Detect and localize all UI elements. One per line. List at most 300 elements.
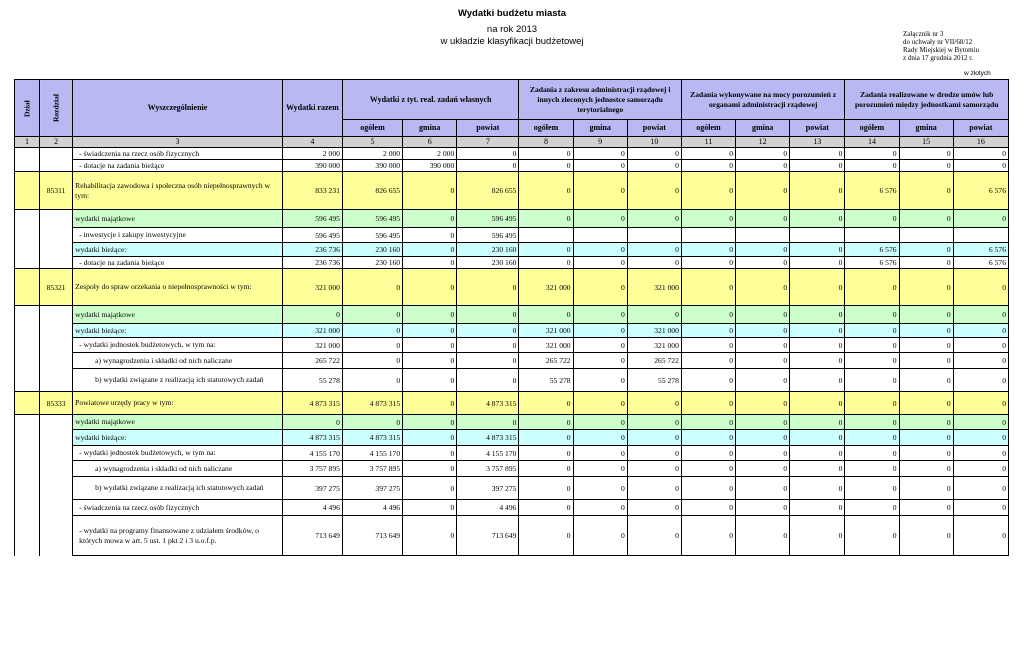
value-cell: 713 649 [457,516,519,556]
value-cell [681,228,735,243]
row-description: wydatki majątkowe [73,415,283,430]
header-powiat: powiat [457,120,519,137]
value-cell: 4 496 [342,500,402,516]
value-cell: 0 [736,148,790,160]
value-cell: 236 736 [282,243,342,257]
value-cell: 0 [457,415,519,430]
value-cell [899,228,953,243]
value-cell: 0 [899,210,953,228]
column-number: 10 [627,137,681,148]
value-cell: 0 [790,324,845,338]
header-commissioned-tasks: Zadania z zakresu administracji rządowej i innych zleconych jednostce samorządu terytorialnego [519,80,681,120]
dzial-cell [15,477,40,500]
value-cell: 596 495 [282,210,342,228]
value-cell: 0 [342,415,402,430]
value-cell: 0 [845,269,899,306]
value-cell: 0 [953,392,1008,415]
header-gmina: gmina [403,120,457,137]
value-cell: 0 [736,392,790,415]
value-cell: 55 278 [282,369,342,392]
value-cell: 0 [573,160,627,172]
rozdzial-code [40,477,73,500]
table-row [15,516,1009,556]
dzial-cell [15,338,40,353]
dzial-cell [15,228,40,243]
value-cell: 236 736 [282,257,342,269]
value-cell: 0 [627,243,681,257]
column-number: 13 [790,137,845,148]
value-cell: 0 [573,148,627,160]
value-cell: 0 [953,324,1008,338]
value-cell: 0 [519,243,573,257]
value-cell: 6 576 [953,257,1008,269]
value-cell: 0 [736,324,790,338]
header-gmina: gmina [573,120,627,137]
value-cell: 0 [736,415,790,430]
rozdzial-code [40,324,73,338]
value-cell: 321 000 [282,338,342,353]
value-cell: 0 [845,324,899,338]
value-cell: 0 [681,172,735,210]
value-cell: 0 [790,210,845,228]
value-cell: 0 [681,430,735,446]
value-cell: 0 [403,461,457,477]
value-cell: 321 000 [627,269,681,306]
column-number: 3 [73,137,283,148]
value-cell: 397 275 [282,477,342,500]
rozdzial-code [40,243,73,257]
rozdzial-code [40,338,73,353]
value-cell: 390 000 [403,160,457,172]
value-cell: 0 [899,243,953,257]
value-cell: 0 [790,306,845,324]
column-number: 6 [403,137,457,148]
value-cell: 0 [627,516,681,556]
value-cell: 390 000 [342,160,402,172]
rozdzial-code [40,430,73,446]
table-row [15,338,1009,353]
value-cell: 0 [403,243,457,257]
value-cell: 0 [736,446,790,461]
row-description: b) wydatki związane z realizacją ich statutowych zadań [73,369,283,392]
value-cell: 397 275 [342,477,402,500]
row-description: Rehabilitacja zawodowa i społeczna osób niepełnosprawnych w tym: [73,172,283,210]
table-row [15,446,1009,461]
value-cell: 0 [736,516,790,556]
value-cell: 0 [519,172,573,210]
value-cell: 596 495 [342,228,402,243]
value-cell: 0 [403,392,457,415]
table-row [15,243,1009,257]
value-cell: 2 000 [403,148,457,160]
value-cell: 0 [457,160,519,172]
value-cell: 6 576 [845,172,899,210]
value-cell: 0 [790,430,845,446]
row-description: - wydatki jednostek budżetowych, w tym na: [73,338,283,353]
value-cell: 0 [519,148,573,160]
value-cell: 230 160 [457,243,519,257]
value-cell: 265 722 [627,353,681,369]
value-cell: 0 [627,210,681,228]
value-cell: 0 [519,500,573,516]
value-cell: 0 [519,477,573,500]
table-row [15,430,1009,446]
dzial-cell [15,461,40,477]
value-cell [627,228,681,243]
value-cell: 321 000 [519,338,573,353]
value-cell: 0 [953,210,1008,228]
value-cell: 0 [953,338,1008,353]
column-number: 11 [681,137,735,148]
value-cell: 0 [403,338,457,353]
value-cell: 0 [845,160,899,172]
value-cell: 0 [845,516,899,556]
value-cell: 0 [736,461,790,477]
value-cell: 0 [403,415,457,430]
dzial-cell [15,306,40,324]
value-cell: 0 [681,269,735,306]
value-cell: 0 [845,210,899,228]
value-cell: 0 [681,415,735,430]
value-cell: 4 873 315 [282,430,342,446]
column-number: 5 [342,137,402,148]
value-cell: 397 275 [457,477,519,500]
value-cell: 0 [457,338,519,353]
value-cell: 4 155 170 [282,446,342,461]
column-number: 14 [845,137,899,148]
table-row [15,500,1009,516]
value-cell: 0 [681,369,735,392]
rozdzial-code [40,415,73,430]
table-row [15,461,1009,477]
value-cell: 0 [573,210,627,228]
value-cell: 0 [790,369,845,392]
value-cell: 0 [736,243,790,257]
value-cell: 0 [627,160,681,172]
value-cell: 0 [953,446,1008,461]
value-cell: 3 757 895 [282,461,342,477]
dzial-cell [15,243,40,257]
row-description: wydatki bieżące: [73,243,283,257]
value-cell: 0 [403,446,457,461]
value-cell: 0 [845,148,899,160]
header-contract-tasks: Zadania realizowane w drodze umów lub porozumień między jednostkami samorządu [845,80,1009,120]
value-cell: 0 [790,172,845,210]
document-subtitle-year: na rok 2013 [486,24,538,35]
value-cell: 0 [457,369,519,392]
row-description: - wydatki na programy finansowane z udziałem środków, o których mowa w art. 5 ust. 1 pkt 2 i 3 u.o.f.p. [73,516,283,556]
table-row [15,160,1009,172]
dzial-cell [15,160,40,172]
dzial-cell [15,353,40,369]
value-cell: 0 [845,477,899,500]
value-cell: 0 [573,257,627,269]
value-cell: 0 [457,269,519,306]
value-cell [573,228,627,243]
value-cell: 4 496 [457,500,519,516]
rozdzial-code [40,500,73,516]
row-description: Zespoły do spraw orzekania o niepełnosprawności w tym: [73,269,283,306]
annex-line: Załącznik nr 3 [903,30,944,38]
value-cell: 0 [736,353,790,369]
value-cell: 0 [627,446,681,461]
row-description: wydatki majątkowe [73,210,283,228]
value-cell: 0 [681,148,735,160]
row-description: - inwestycje i zakupy inwestycyjne [73,228,283,243]
value-cell: 0 [953,477,1008,500]
value-cell: 321 000 [627,338,681,353]
value-cell: 4 155 170 [457,446,519,461]
value-cell: 0 [342,269,402,306]
value-cell: 0 [845,392,899,415]
value-cell: 826 655 [342,172,402,210]
value-cell: 0 [573,172,627,210]
row-description: - dotacje na zadania bieżące [73,160,283,172]
value-cell: 0 [953,369,1008,392]
rozdzial-code [40,516,73,556]
rozdzial-code [40,257,73,269]
value-cell: 4 155 170 [342,446,402,461]
header-rozdzial: Rozdział [40,80,73,137]
header-total: Wydatki razem [282,80,342,137]
value-cell: 0 [573,306,627,324]
value-cell: 0 [573,446,627,461]
value-cell: 0 [342,324,402,338]
header-gmina: gmina [736,120,790,137]
value-cell: 4 873 315 [342,430,402,446]
value-cell: 0 [403,500,457,516]
value-cell: 596 495 [342,210,402,228]
value-cell: 0 [899,392,953,415]
value-cell: 0 [681,306,735,324]
column-number: 2 [40,137,73,148]
dzial-cell [15,148,40,160]
table-row [15,353,1009,369]
value-cell: 0 [845,353,899,369]
value-cell: 0 [790,353,845,369]
value-cell: 0 [790,148,845,160]
value-cell: 0 [573,430,627,446]
value-cell: 0 [681,243,735,257]
value-cell: 321 000 [519,269,573,306]
column-number: 1 [15,137,40,148]
value-cell: 0 [573,477,627,500]
value-cell: 0 [403,477,457,500]
value-cell: 0 [953,430,1008,446]
value-cell: 0 [681,461,735,477]
value-cell [845,228,899,243]
value-cell: 0 [681,257,735,269]
dzial-cell [15,269,40,306]
value-cell: 0 [845,415,899,430]
table-row [15,228,1009,243]
value-cell: 0 [953,148,1008,160]
value-cell: 0 [736,257,790,269]
rozdzial-code [40,210,73,228]
value-cell: 0 [790,338,845,353]
value-cell: 55 278 [519,369,573,392]
header-powiat: powiat [953,120,1008,137]
header-dzial: Dział [15,80,40,137]
value-cell: 0 [899,172,953,210]
row-description: - dotacje na zadania bieżące [73,257,283,269]
value-cell: 0 [736,500,790,516]
value-cell: 265 722 [282,353,342,369]
value-cell: 321 000 [282,324,342,338]
annex-note [903,30,979,62]
table-row [15,306,1009,324]
value-cell: 0 [627,415,681,430]
row-description: wydatki bieżące: [73,324,283,338]
value-cell: 0 [899,257,953,269]
rozdzial-code [40,228,73,243]
value-cell: 0 [736,210,790,228]
value-cell: 0 [681,446,735,461]
table-row [15,477,1009,500]
value-cell: 0 [790,257,845,269]
table-row [15,148,1009,160]
value-cell: 0 [457,306,519,324]
value-cell: 0 [736,369,790,392]
value-cell: 0 [953,269,1008,306]
value-cell: 0 [403,306,457,324]
dzial-cell [15,172,40,210]
value-cell: 0 [519,516,573,556]
row-description: a) wynagrodzenia i składki od nich naliczane [73,461,283,477]
value-cell: 0 [627,148,681,160]
value-cell: 0 [573,338,627,353]
value-cell: 6 576 [953,172,1008,210]
dzial-cell [15,415,40,430]
value-cell: 0 [403,353,457,369]
value-cell: 0 [282,415,342,430]
value-cell [790,228,845,243]
value-cell: 0 [845,446,899,461]
value-cell: 0 [573,369,627,392]
dzial-cell [15,257,40,269]
value-cell: 6 576 [953,243,1008,257]
value-cell: 0 [736,160,790,172]
value-cell: 0 [342,369,402,392]
value-cell: 4 873 315 [282,392,342,415]
row-description: a) wynagrodzenia i składki od nich naliczane [73,353,283,369]
value-cell: 0 [845,369,899,392]
value-cell: 0 [342,353,402,369]
value-cell: 0 [845,306,899,324]
value-cell: 0 [790,269,845,306]
value-cell: 0 [790,500,845,516]
value-cell: 4 873 315 [457,430,519,446]
row-description: - wydatki jednostek budżetowych, w tym na: [73,446,283,461]
table-row [15,324,1009,338]
value-cell: 0 [627,257,681,269]
value-cell: 0 [573,324,627,338]
value-cell [953,228,1008,243]
value-cell: 0 [573,392,627,415]
value-cell: 0 [403,369,457,392]
table-row [15,369,1009,392]
value-cell: 0 [899,516,953,556]
value-cell: 713 649 [282,516,342,556]
header-ogolem: ogółem [342,120,402,137]
value-cell: 0 [899,160,953,172]
header-powiat: powiat [627,120,681,137]
row-description: wydatki bieżące: [73,430,283,446]
value-cell: 0 [342,338,402,353]
value-cell: 0 [681,500,735,516]
column-number: 15 [899,137,953,148]
table-row [15,257,1009,269]
value-cell: 0 [457,353,519,369]
value-cell: 0 [403,257,457,269]
value-cell: 0 [899,369,953,392]
value-cell: 0 [899,461,953,477]
column-number: 8 [519,137,573,148]
rozdzial-code [40,369,73,392]
value-cell: 0 [627,172,681,210]
header-own-tasks: Wydatki z tyt. real. zadań własnych [342,80,519,120]
value-cell [519,228,573,243]
value-cell: 0 [627,477,681,500]
value-cell: 321 000 [627,324,681,338]
dzial-cell [15,324,40,338]
value-cell: 0 [403,210,457,228]
value-cell: 0 [736,338,790,353]
value-cell: 0 [627,461,681,477]
value-cell: 0 [403,324,457,338]
table-row [15,269,1009,306]
value-cell: 0 [790,243,845,257]
value-cell: 596 495 [457,228,519,243]
value-cell: 596 495 [457,210,519,228]
value-cell: 0 [573,500,627,516]
value-cell: 0 [519,461,573,477]
value-cell: 4 873 315 [342,392,402,415]
value-cell: 0 [681,477,735,500]
rozdzial-code: 85321 [40,269,73,306]
value-cell: 0 [681,324,735,338]
value-cell: 0 [736,477,790,500]
value-cell: 321 000 [519,324,573,338]
row-description: wydatki majątkowe [73,306,283,324]
document-title: Wydatki budżetu miasta [457,8,567,19]
value-cell: 0 [845,430,899,446]
value-cell: 0 [519,210,573,228]
value-cell: 4 496 [282,500,342,516]
value-cell: 0 [790,446,845,461]
value-cell: 0 [736,269,790,306]
value-cell: 0 [845,338,899,353]
value-cell: 0 [899,430,953,446]
value-cell: 0 [681,516,735,556]
value-cell: 0 [627,430,681,446]
row-description: - świadczenia na rzecz osób fizycznych [73,500,283,516]
dzial-cell [15,369,40,392]
value-cell: 0 [736,306,790,324]
value-cell: 230 160 [457,257,519,269]
value-cell: 0 [342,306,402,324]
value-cell: 0 [790,160,845,172]
value-cell: 0 [627,500,681,516]
table-row [15,392,1009,415]
value-cell: 0 [681,210,735,228]
column-number: 12 [736,137,790,148]
value-cell: 0 [790,477,845,500]
value-cell: 2 000 [282,148,342,160]
value-cell: 0 [403,172,457,210]
value-cell: 0 [519,306,573,324]
value-cell: 390 000 [282,160,342,172]
